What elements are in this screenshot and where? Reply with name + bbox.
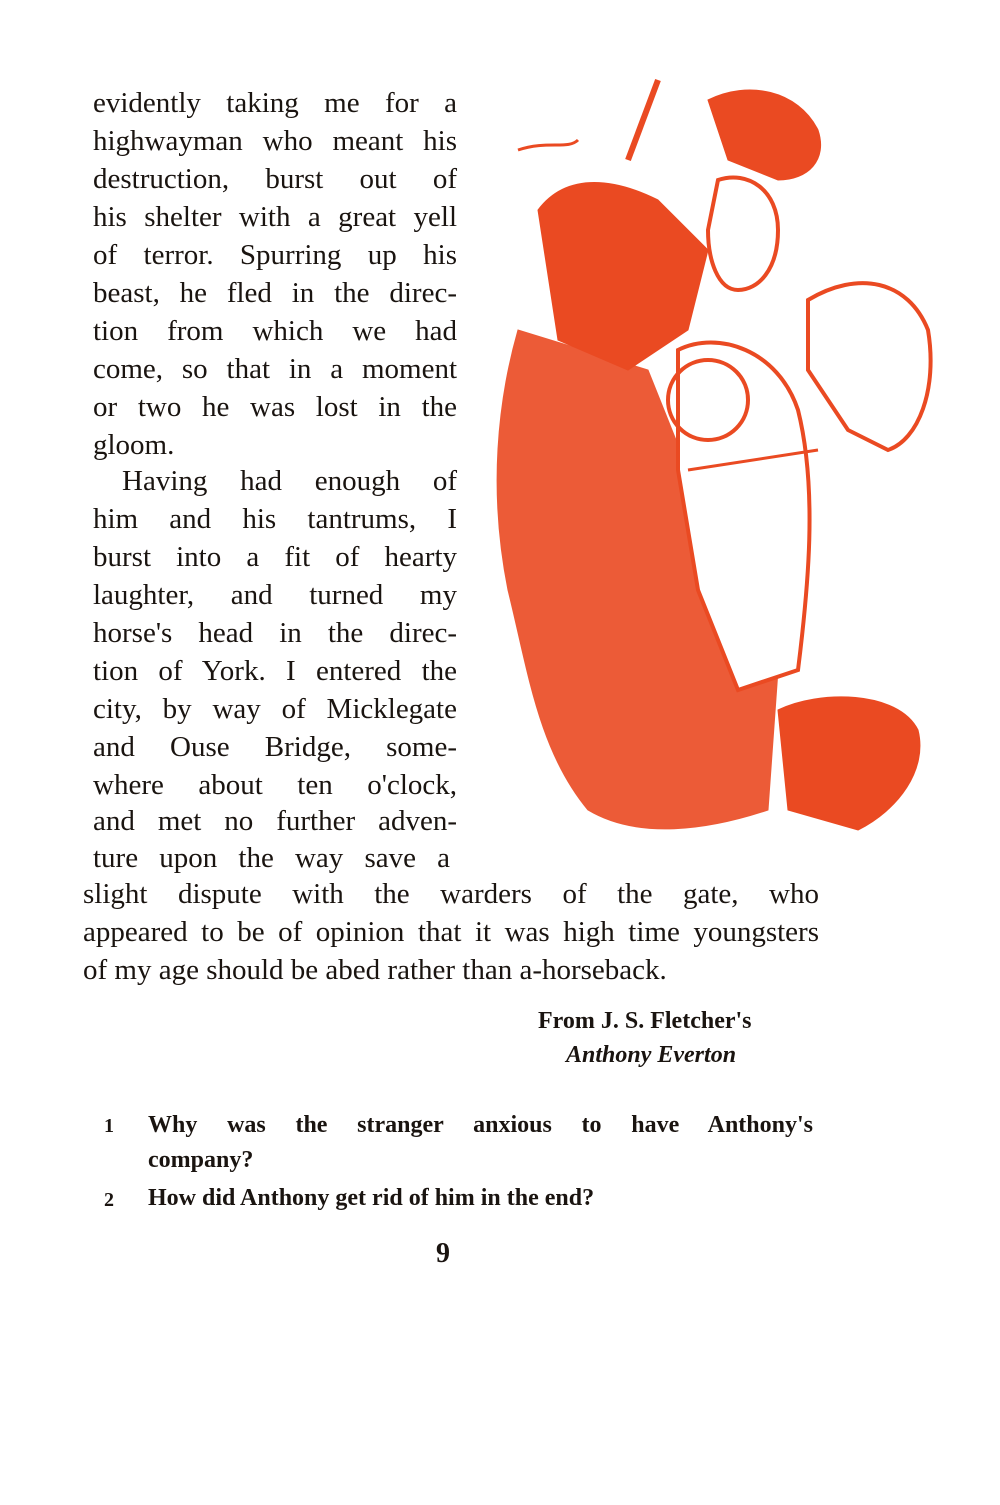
page-number: 9 bbox=[436, 1238, 450, 1269]
text-line: evidently taking me for a bbox=[93, 87, 457, 119]
text-line: burst into a fit of hearty bbox=[93, 541, 457, 573]
text-line: come, so that in a moment bbox=[93, 353, 457, 385]
text-line: of my age should be abed rather than a-horseback. bbox=[83, 954, 667, 986]
text-line: laughter, and turned my bbox=[93, 579, 457, 611]
text-line: and met no further adven- bbox=[93, 805, 457, 837]
text-line: appeared to be of opinion that it was high time youngsters bbox=[83, 916, 819, 948]
text-line: gloom. bbox=[93, 429, 175, 461]
text-line: Having had enough of bbox=[122, 465, 457, 497]
text-line: beast, he fled in the direc- bbox=[93, 277, 457, 309]
text-line: his shelter with a great yell bbox=[93, 201, 457, 233]
text-line: of terror. Spurring up his bbox=[93, 239, 457, 271]
text-line: him and his tantrums, I bbox=[93, 503, 457, 535]
question-text: Why was the stranger anxious to have Anthony's bbox=[148, 1112, 813, 1138]
text-line: city, by way of Micklegate bbox=[93, 693, 457, 725]
text-line: tion from which we had bbox=[93, 315, 457, 347]
text-line: slight dispute with the warders of the gate, who bbox=[83, 878, 819, 910]
question-text: company? bbox=[148, 1147, 254, 1173]
text-line: horse's head in the direc- bbox=[93, 617, 457, 649]
text-line: tion of York. I entered the bbox=[93, 655, 457, 687]
text-line: or two he was lost in the bbox=[93, 391, 457, 423]
attribution-title: Anthony Everton bbox=[566, 1042, 737, 1068]
attribution-author: From J. S. Fletcher's bbox=[538, 1008, 752, 1034]
text-line: ture upon the way save a bbox=[93, 842, 450, 874]
text-line: where about ten o'clock, bbox=[93, 769, 457, 801]
question-text: How did Anthony get rid of him in the end? bbox=[148, 1185, 595, 1211]
question-number: 2 bbox=[104, 1189, 114, 1211]
question-number: 1 bbox=[104, 1115, 114, 1137]
text-line: highwayman who meant his bbox=[93, 125, 457, 157]
text-line: and Ouse Bridge, some- bbox=[93, 731, 457, 763]
highwayman-illustration bbox=[478, 70, 938, 850]
text-line: destruction, burst out of bbox=[93, 163, 457, 195]
